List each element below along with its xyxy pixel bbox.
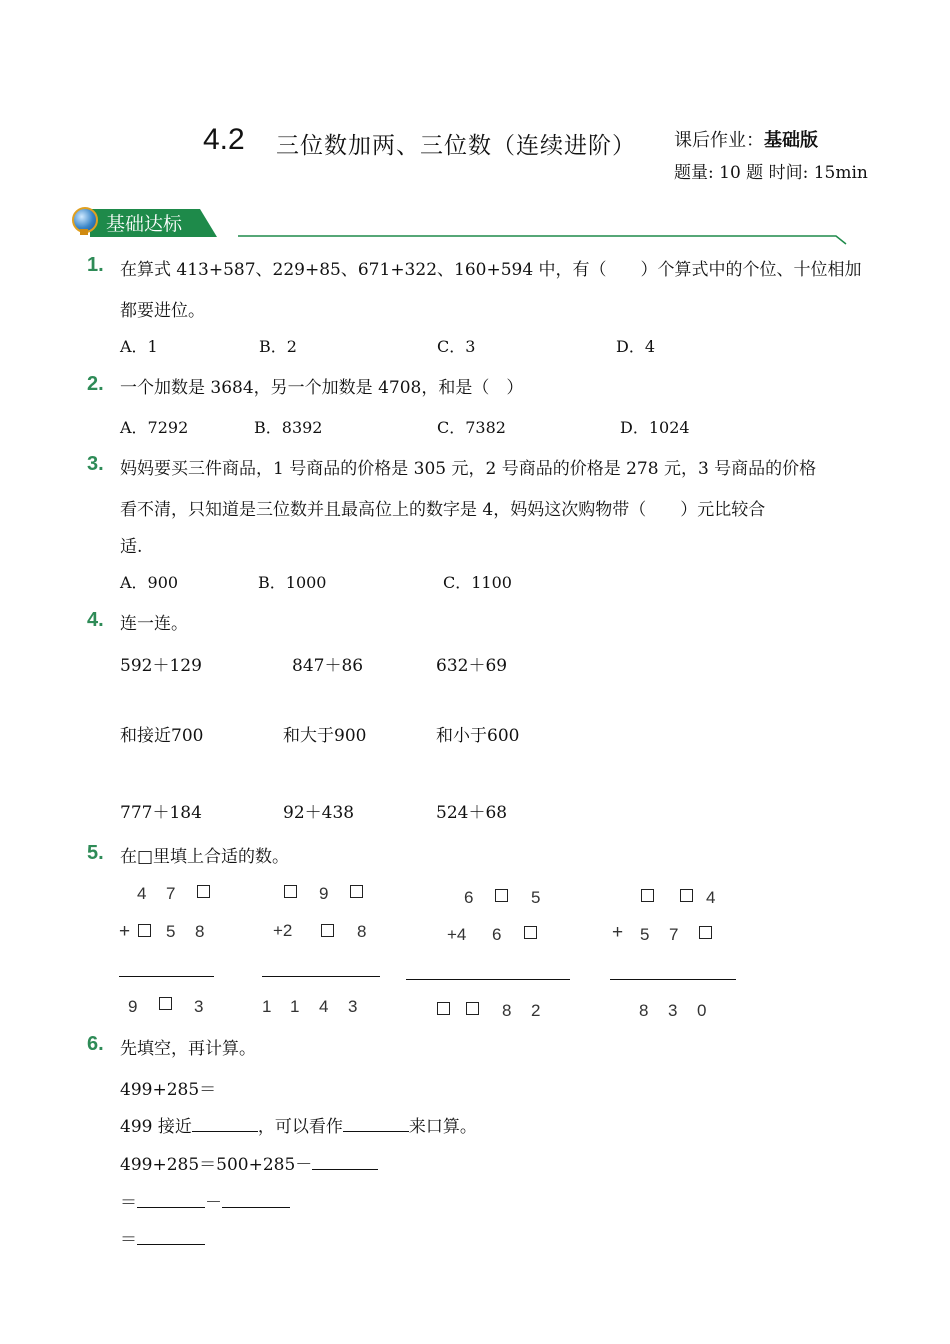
digit: 5 bbox=[531, 888, 541, 907]
answer-blank[interactable] bbox=[222, 1193, 290, 1208]
q6-approximation-line bbox=[120, 1112, 477, 1137]
digit: 8 bbox=[357, 922, 367, 941]
answer-box[interactable] bbox=[699, 926, 712, 939]
q3-option-b[interactable]: B．1000 bbox=[258, 573, 327, 592]
sum-line bbox=[610, 979, 736, 980]
digit: 7 bbox=[166, 884, 176, 903]
digit: 5 bbox=[640, 925, 650, 944]
q6-text: 499+285＝500+285－ bbox=[120, 1155, 313, 1175]
q6-step-1 bbox=[120, 1150, 378, 1175]
digit: 7 bbox=[669, 925, 679, 944]
q6-text: － bbox=[205, 1193, 222, 1213]
homework-prefix: 课后作业： bbox=[674, 130, 764, 151]
digit: 1 bbox=[262, 997, 272, 1016]
section-divider bbox=[238, 230, 850, 246]
answer-box[interactable] bbox=[466, 1002, 479, 1015]
question-6-text: 先填空，再计算。 bbox=[120, 1039, 256, 1059]
q1-option-a[interactable]: A．1 bbox=[120, 337, 158, 356]
page-title: 三位数加两、三位数（连续进阶） bbox=[276, 133, 636, 159]
q6-text: ＝ bbox=[120, 1193, 137, 1213]
plus-sign: + bbox=[119, 921, 131, 942]
answer-blank[interactable] bbox=[137, 1230, 205, 1245]
q6-step-2 bbox=[120, 1188, 290, 1213]
question-5-text: 在□里填上合适的数。 bbox=[120, 847, 290, 867]
match-expression[interactable]: 524＋68 bbox=[436, 803, 508, 823]
answer-blank[interactable] bbox=[137, 1193, 205, 1208]
question-number-4: 4. bbox=[87, 609, 104, 631]
question-1-text: 在算式 413+587、229+85、671+322、160+594 中，有（ ）个算式中的个位、十位相加 bbox=[120, 260, 862, 280]
answer-blank[interactable] bbox=[343, 1117, 409, 1132]
question-number-5: 5. bbox=[87, 842, 104, 864]
q2-option-c[interactable]: C．7382 bbox=[437, 418, 506, 437]
plus-four: +4 bbox=[447, 925, 467, 944]
section-badge bbox=[72, 207, 217, 237]
globe-stand-icon bbox=[80, 229, 88, 235]
question-number-3: 3. bbox=[87, 453, 104, 475]
q1-option-c[interactable]: C．3 bbox=[437, 337, 476, 356]
digit: 4 bbox=[137, 884, 147, 903]
answer-box[interactable] bbox=[138, 924, 151, 937]
match-condition[interactable]: 和接近700 bbox=[120, 726, 204, 746]
answer-box[interactable] bbox=[437, 1002, 450, 1015]
digit: 5 bbox=[166, 922, 176, 941]
match-expression[interactable]: 92＋438 bbox=[283, 803, 355, 823]
question-3-text: 妈妈要买三件商品，1 号商品的价格是 305 元，2 号商品的价格是 278 元，3 号商品的价格 bbox=[120, 459, 817, 479]
plus-two: +2 bbox=[273, 921, 293, 940]
q1-option-d[interactable]: D．4 bbox=[616, 337, 656, 356]
question-1-text-cont: 都要进位。 bbox=[120, 301, 205, 321]
answer-blank[interactable] bbox=[192, 1117, 258, 1132]
answer-blank[interactable] bbox=[312, 1155, 378, 1170]
sum-line bbox=[262, 976, 380, 977]
question-number-1: 1. bbox=[87, 254, 104, 276]
digit: 3 bbox=[348, 997, 358, 1016]
question-4-text: 连一连。 bbox=[120, 614, 188, 634]
match-condition[interactable]: 和大于900 bbox=[283, 726, 367, 746]
answer-box[interactable] bbox=[680, 889, 693, 902]
q6-text: ＝ bbox=[120, 1230, 137, 1250]
digit: 9 bbox=[128, 997, 138, 1016]
q1-option-b[interactable]: B．2 bbox=[259, 337, 297, 356]
question-3-text-end: 适. bbox=[120, 537, 143, 557]
match-expression[interactable]: 632＋69 bbox=[436, 656, 508, 676]
match-expression[interactable]: 847＋86 bbox=[292, 656, 364, 676]
digit: 6 bbox=[492, 925, 502, 944]
digit: 1 bbox=[290, 997, 300, 1016]
answer-box[interactable] bbox=[641, 889, 654, 902]
q2-option-d[interactable]: D．1024 bbox=[620, 418, 690, 437]
digit: 4 bbox=[319, 997, 329, 1016]
q3-option-a[interactable]: A．900 bbox=[120, 573, 179, 592]
match-condition[interactable]: 和小于600 bbox=[436, 726, 520, 746]
digit: 8 bbox=[195, 922, 205, 941]
question-3-text-cont: 看不清，只知道是三位数并且最高位上的数字是 4，妈妈这次购物带（ ）元比较合 bbox=[120, 500, 766, 520]
digit: 4 bbox=[706, 888, 716, 907]
answer-box[interactable] bbox=[495, 889, 508, 902]
digit: 8 bbox=[639, 1001, 649, 1020]
lesson-number: 4.2 bbox=[203, 123, 245, 156]
q2-option-b[interactable]: B．8392 bbox=[254, 418, 323, 437]
match-expression[interactable]: 777＋184 bbox=[120, 803, 202, 823]
match-expression[interactable]: 592＋129 bbox=[120, 656, 202, 676]
answer-box[interactable] bbox=[159, 997, 172, 1010]
q3-option-c[interactable]: C．1100 bbox=[443, 573, 512, 592]
answer-box[interactable] bbox=[524, 926, 537, 939]
digit: 8 bbox=[502, 1001, 512, 1020]
digit: 2 bbox=[531, 1001, 541, 1020]
section-label: 基础达标 bbox=[106, 213, 183, 235]
question-number-6: 6. bbox=[87, 1033, 104, 1055]
plus-sign: + bbox=[612, 922, 624, 943]
sum-line bbox=[119, 976, 214, 977]
digit: 6 bbox=[464, 888, 474, 907]
digit: 3 bbox=[194, 997, 204, 1016]
answer-box[interactable] bbox=[350, 885, 363, 898]
q6-text: 来口算。 bbox=[408, 1117, 477, 1137]
answer-box[interactable] bbox=[197, 885, 210, 898]
sum-line bbox=[406, 979, 570, 980]
answer-box[interactable] bbox=[284, 885, 297, 898]
digit: 9 bbox=[319, 884, 329, 903]
digit: 0 bbox=[697, 1001, 707, 1020]
digit: 3 bbox=[668, 1001, 678, 1020]
homework-meta: 题量: 10 题 时间: 15min bbox=[674, 163, 868, 183]
q6-expression: 499+285＝ bbox=[120, 1080, 217, 1100]
homework-level: 基础版 bbox=[764, 130, 818, 151]
homework-label bbox=[674, 126, 818, 152]
q6-step-3 bbox=[120, 1225, 205, 1250]
q6-text: ，可以看作 bbox=[257, 1117, 343, 1137]
question-number-2: 2. bbox=[87, 373, 104, 395]
q2-option-a[interactable]: A．7292 bbox=[120, 418, 189, 437]
question-2-text: 一个加数是 3684，另一个加数是 4708，和是（ ） bbox=[120, 378, 524, 398]
q6-text: 499 接近 bbox=[120, 1117, 192, 1137]
answer-box[interactable] bbox=[321, 924, 334, 937]
